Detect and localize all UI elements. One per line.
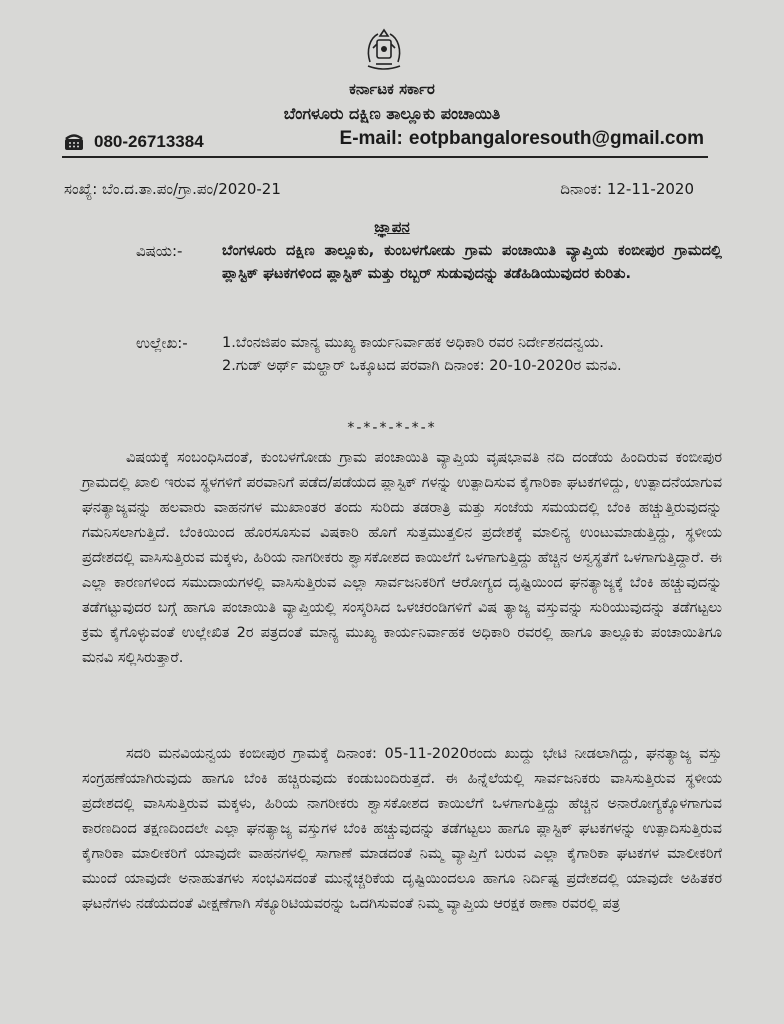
heading-text: ಜ್ಞಾಪನ (374, 218, 410, 236)
phone-contact (64, 132, 204, 152)
reference-item-1: 1.ಬೆಂನಜಿಪಂ ಮಾನ್ಯ ಮುಖ್ಯ ಕಾರ್ಯನಿರ್ವಾಹಕ ಅಧಿಕಾರಿ ರವರ ನಿರ್ದೇಶನದನ್ವಯ. (222, 335, 604, 351)
email-label: E-mail: (339, 128, 403, 149)
government-name: ಕರ್ನಾಟಕ ಸರ್ಕಾರ (349, 80, 435, 98)
header-divider (62, 156, 708, 158)
phone-number: 080-26713384 (94, 132, 204, 151)
office-name: ಬೆಂಗಳೂರು ದಕ್ಷಿಣ ತಾಲ್ಲೂಕು ಪಂಚಾಯಿತಿ (283, 104, 501, 123)
email-contact (340, 128, 704, 150)
reference-item-2: 2.ಗುಡ್ ಅರ್ಥ್ ಮಲ್ಹಾರ್ ಒಕ್ಕೂಟದ ಪರವಾಗಿ ದಿನಾಂಕ: 20-10-2020ರ ಮನವಿ. (222, 358, 622, 374)
body-paragraph-1: ವಿಷಯಕ್ಕೆ ಸಂಬಂಧಿಸಿದಂತೆ, ಕುಂಬಳಗೋಡು ಗ್ರಾಮ ಪಂಚಾಯಿತಿ ವ್ಯಾಪ್ತಿಯ ವೃಷಭಾವತಿ ನದಿ ದಂಡೆಯ ಹಿಂದಿರುವ ಕಂಬೀಪುರ ಗ್ರಾಮದಲ್ಲಿ ಖಾಲಿ ಇರುವ ಸ್ಥಳಗಳಿಗೆ ಪರವಾನಿಗೆ ಪಡೆದ/ಪಡೆಯದ ಪ್ಲಾಸ್ಟಿಕ್ ಗಳನ್ನು ಉತ್ಪಾದಿಸುವ ಕೈಗಾರಿಕಾ ಘಟಕಗಳಿದ್ದು, ಉತ್ಪಾದನೆಯಾಗುವ ಘನತ್ಯಾಜ್ಯವನ್ನು ಹಲವಾರು ವಾಹನಗಳ ಮುಖಾಂತರ ತಂದು ಸುರಿದು ತಡರಾತ್ರಿ ಮತ್ತು ಸಂಜೆಯ ಸಮಯದಲ್ಲಿ ಬೆಂಕಿ ಹಚ್ಚುತ್ತಿರುವುದನ್ನು ಗಮನಿಸಲಾಗುತ್ತಿದೆ. ಬೆಂಕಿಯಿಂದ ಹೊರಸೂಸುವ ವಿಷಕಾರಿ ಹೊಗೆ ಸುತ್ತಮುತ್ತಲಿನ ಪ್ರದೇಶಕ್ಕೆ ಮಾಲಿನ್ಯ ಉಂಟುಮಾಡುತ್ತಿದ್ದು, ಸ್ಥಳೀಯ ಪ್ರದೇಶದಲ್ಲಿ ವಾಸಿಸುತ್ತಿರುವ ಮಕ್ಕಳು, ಹಿರಿಯ ನಾಗರೀಕರು ಶ್ವಾಸಕೋಶದ ಕಾಯಿಲೆಗೆ ಒಳಗಾಗುತ್ತಿದ್ದು ಹೆಚ್ಚಿನ ಅಸ್ವಸ್ಥತೆಗೆ ಒಳಗಾಗುತ್ತಿದ್ದಾರೆ. ಈ ಎಲ್ಲಾ ಕಾರಣಗಳಿಂದ ಸಮುದಾಯಗಳಲ್ಲಿ ವಾಸಿಸುತ್ತಿರುವ ಎಲ್ಲಾ ಸಾರ್ವಜನಿಕರಿಗೆ ಆರೋಗ್ಯದ ದೃಷ್ಟಿಯಿಂದ ಘನತ್ಯಾಜ್ಯಕ್ಕೆ ಬೆಂಕಿ ಹಚ್ಚುವುದನ್ನು ತಡೆಗಟ್ಟುವುದರ ಬಗ್ಗೆ ಹಾಗೂ ಪಂಚಾಯಿತಿ ವ್ಯಾಪ್ತಿಯಲ್ಲಿ ಸಂಸ್ಕರಿಸಿದ ಒಳಚರಂಡಿಗಳಿಗೆ ವಿಷ ತ್ಯಾಜ್ಯ ವಸ್ತುವನ್ನು ಸುರಿಯುವುದನ್ನು ತಡೆಗಟ್ಟಲು ಕ್ರಮ ಕೈಗೊಳ್ಳುವಂತೆ ಉಲ್ಲೇಖಿತ 2ರ ಪತ್ರದಂತೆ ಮಾನ್ಯ ಮುಖ್ಯ ಕಾರ್ಯನಿರ್ವಾಹಕ ಅಧಿಕಾರಿ ರವರಲ್ಲಿ ಹಾಗೂ ತಾಲ್ಲೂಕು ಪಂಚಾಯಿತಿಗೂ ಮನವಿ ಸಲ್ಲಿಸಿರುತ್ತಾರೆ. (82, 450, 722, 666)
karnataka-government-emblem-icon (360, 26, 408, 72)
subject-label: ವಿಷಯ:- (136, 242, 183, 260)
subject-text: ಬೆಂಗಳೂರು ದಕ್ಷಿಣ ತಾಲ್ಲೂಕು, ಕುಂಬಳಗೋಡು ಗ್ರಾಮ ಪಂಚಾಯಿತಿ ವ್ಯಾಪ್ತಿಯ ಕಂಬೀಪುರ ಗ್ರಾಮದಲ್ಲಿ ಪ್ಲಾಸ್ಟಿಕ್ ಘಟಕಗಳಿಂದ ಪ್ಲಾಸ್ಟಿಕ್ ಮತ್ತು ರಬ್ಬರ್ ಸುಡುವುದನ್ನು ತಡೆಹಿಡಿಯುವುದರ ಕುರಿತು. (222, 243, 722, 282)
separator-line: *-*-*-*-*-* (347, 420, 437, 436)
references-label: ಉಲ್ಲೇಖ:- (136, 334, 188, 352)
email-address[interactable]: eotpbangaloresouth@gmail.com (408, 128, 704, 149)
document-date: ದಿನಾಂಕ: 12-11-2020 (560, 180, 694, 198)
body-paragraph-2: ಸದರಿ ಮನವಿಯನ್ವಯ ಕಂಬೀಪುರ ಗ್ರಾಮಕ್ಕೆ ದಿನಾಂಕ: 05-11-2020ರಂದು ಖುದ್ದು ಭೇಟಿ ನೀಡಲಾಗಿದ್ದು, ಘನತ್ಯಾಜ್ಯ ವಸ್ತು ಸಂಗ್ರಹಣೆಯಾಗಿರುವುದು ಹಾಗೂ ಬೆಂಕಿ ಹಚ್ಚಿರುವುದು ಕಂಡುಬಂದಿರುತ್ತದೆ. ಈ ಹಿನ್ನೆಲೆಯಲ್ಲಿ ಸಾರ್ವಜನಿಕರು ವಾಸಿಸುತ್ತಿರುವ ಸ್ಥಳೀಯ ಪ್ರದೇಶದಲ್ಲಿ ವಾಸಿಸುತ್ತಿರುವ ಮಕ್ಕಳು, ಹಿರಿಯ ನಾಗರೀಕರು ಶ್ವಾಸಕೋಶದ ಕಾಯಿಲೆಗೆ ಒಳಗಾಗುತ್ತಿದ್ದು ಹೆಚ್ಚಿನ ಅನಾರೋಗ್ಯಕ್ಕೊಳಗಾಗುವ ಕಾರಣದಿಂದ ತಕ್ಷಣದಿಂದಲೇ ಎಲ್ಲಾ ಘನತ್ಯಾಜ್ಯ ವಸ್ತುಗಳ ಬೆಂಕಿ ಹಚ್ಚುವುದನ್ನು ತಡೆಗಟ್ಟಲು ಹಾಗೂ ಪ್ಲಾಸ್ಟಿಕ್ ಘಟಕಗಳನ್ನು ಉತ್ಪಾದಿಸುತ್ತಿರುವ ಕೈಗಾರಿಕಾ ಮಾಲೀಕರಿಗೆ ಯಾವುದೇ ವಾಹನಗಳಲ್ಲಿ ಸಾಗಾಣೆ ಮಾಡದಂತೆ ನಿಮ್ಮ ವ್ಯಾಪ್ತಿಗೆ ಬರುವ ಎಲ್ಲಾ ಕೈಗಾರಿಕಾ ಘಟಕಗಳ ಮಾಲೀಕರಿಗೆ ಮುಂದೆ ಯಾವುದೇ ಅನಾಹುತಗಳು ಸಂಭವಿಸದಂತೆ ಮುನ್ನೆಚ್ಚರಿಕೆಯ ದೃಷ್ಟಿಯಿಂದಲೂ ಹಾಗೂ ನಿರ್ದಿಷ್ಟ ಪ್ರದೇಶದಲ್ಲಿ ಯಾವುದೇ ಅಹಿತಕರ ಘಟನೆಗಳು ನಡೆಯದಂತೆ ವೀಕ್ಷಣೆಗಾಗಿ ಸೆಕ್ಯೂರಿಟಿಯವರನ್ನು ಒದಗಿಸುವಂತೆ ನಿಮ್ಮ ವ್ಯಾಪ್ತಿಯ ಆರಕ್ಷಕ ಠಾಣಾ ರವರಲ್ಲಿ ಪತ್ರ (82, 746, 722, 912)
telephone-icon (64, 133, 84, 151)
reference-number: ಸಂಖ್ಯೆ: ಬೆಂ.ದ.ತಾ.ಪಂ/ಗ್ರಾ.ಪಂ/2020-21 (64, 180, 281, 198)
document-heading (0, 218, 784, 236)
references-list (222, 332, 722, 378)
